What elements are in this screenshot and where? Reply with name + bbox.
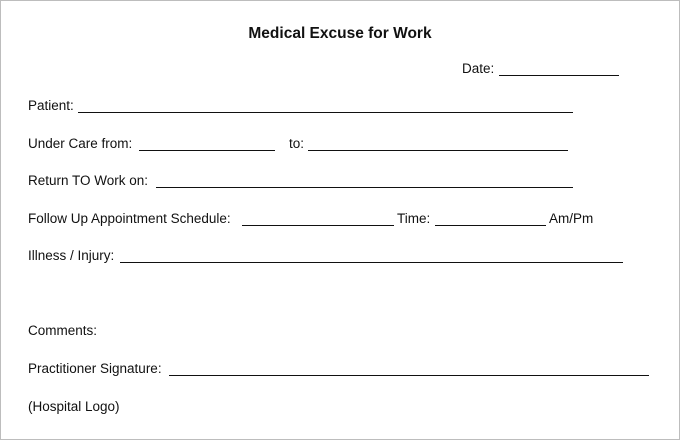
comments-label: Comments: <box>28 323 98 338</box>
patient-label: Patient: <box>28 98 74 113</box>
under-care-to-label: to: <box>289 136 305 151</box>
date-field[interactable] <box>499 75 619 76</box>
signature-field[interactable] <box>169 375 649 376</box>
follow-up-field[interactable] <box>242 225 394 226</box>
under-care-from-field[interactable] <box>139 150 275 151</box>
time-label: Time: <box>397 211 431 226</box>
illness-label: Illness / Injury: <box>28 248 115 263</box>
time-field[interactable] <box>435 225 546 226</box>
patient-field[interactable] <box>78 112 573 113</box>
signature-label: Practitioner Signature: <box>28 361 162 376</box>
return-to-work-label: Return TO Work on: <box>28 173 149 188</box>
return-to-work-field[interactable] <box>156 187 573 188</box>
under-care-to-field[interactable] <box>308 150 568 151</box>
illness-field[interactable] <box>120 262 623 263</box>
hospital-logo-placeholder: (Hospital Logo) <box>28 399 120 414</box>
form-title: Medical Excuse for Work <box>248 25 432 42</box>
follow-up-label: Follow Up Appointment Schedule: <box>28 211 231 226</box>
ampm-label: Am/Pm <box>549 211 594 226</box>
under-care-from-label: Under Care from: <box>28 136 133 151</box>
date-label: Date: <box>462 61 495 76</box>
